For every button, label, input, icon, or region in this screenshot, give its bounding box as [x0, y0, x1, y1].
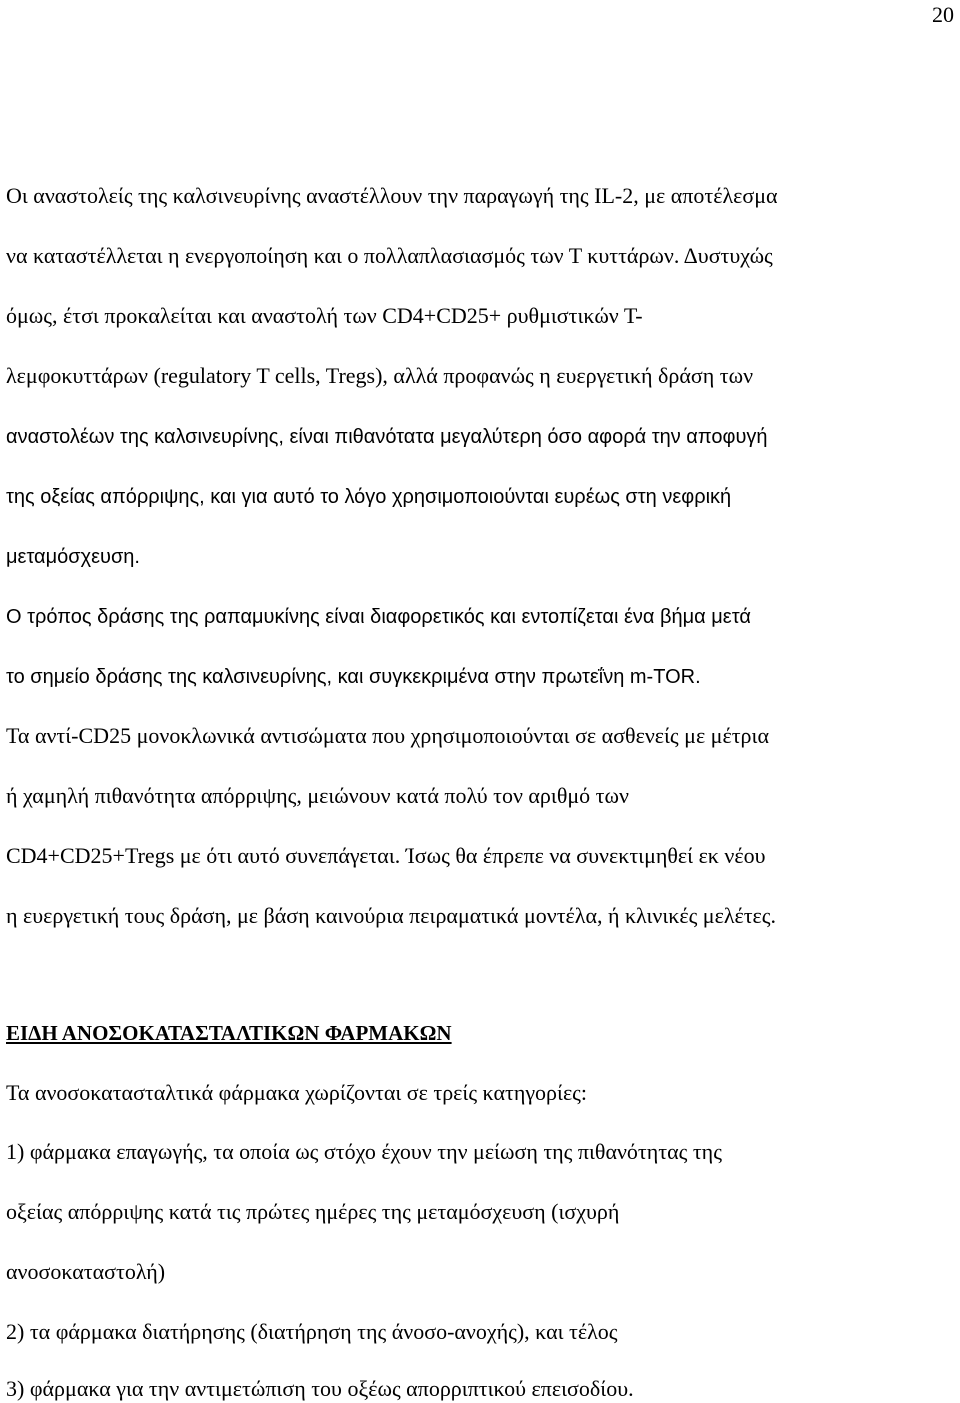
text-line: Τα αντί-CD25 μονοκλωνικά αντισώματα που χρησιμοποιούνται σε ασθενείς με μέτρια [6, 723, 769, 748]
text-line: να καταστέλλεται η ενεργοποίηση και ο πολλαπλασιασμός των Τ κυττάρων. Δυστυχώς [6, 243, 773, 268]
text-line: της οξείας απόρριψης, και για αυτό το λόγο χρησιμοποιούνται ευρέως στη νεφρική [6, 486, 732, 508]
text-line: Οι αναστολείς της καλσινευρίνης αναστέλλουν την παραγωγή της IL-2, με αποτέλεσμα [6, 183, 778, 208]
text-line: ή χαμηλή πιθανότητα απόρριψης, μειώνουν κατά πολύ τον αριθμό των [6, 783, 629, 808]
text-line: το σημείο δράσης της καλσινευρίνης, και συγκεκριμένα στην πρωτεΐνη m-TOR. [6, 666, 701, 688]
list-item: 2) τα φάρμακα διατήρησης (διατήρηση της άνοσο-ανοχής), και τέλος [6, 1319, 618, 1344]
list-item: 3) φάρμακα για την αντιμετώπιση του οξέως απορριπτικού επεισοδίου. [6, 1376, 634, 1401]
section-heading: ΕΙΔΗ ΑΝΟΣΟΚΑΤΑΣΤΑΛΤΙΚΩΝ ΦΑΡΜΑΚΩΝ [6, 1021, 452, 1045]
text-line: λεμφοκυττάρων (regulatory T cells, Tregs), αλλά προφανώς η ευεργετική δράση των [6, 363, 754, 388]
text-line: οξείας απόρριψης κατά τις πρώτες ημέρες της μεταμόσχευση (ισχυρή [6, 1199, 620, 1224]
text-line: όμως, έτσι προκαλείται και αναστολή των CD4+CD25+ ρυθμιστικών Τ- [6, 303, 643, 328]
text-line: ανοσοκαταστολή) [6, 1259, 166, 1284]
text-line: η ευεργετική τους δράση, με βάση καινούρια πειραματικά μοντέλα, ή κλινικές μελέτες. [6, 903, 777, 928]
text-line: Τα ανοσοκατασταλτικά φάρμακα χωρίζονται σε τρείς κατηγορίες: [6, 1080, 588, 1105]
text-line: αναστολέων της καλσινευρίνης, είναι πιθανότατα μεγαλύτερη όσο αφορά την αποφυγή [6, 426, 768, 448]
text-line: Ο τρόπος δράσης της ραπαμυκίνης είναι διαφορετικός και εντοπίζεται ένα βήμα μετά [6, 606, 751, 628]
list-item: 1) φάρμακα επαγωγής, τα οποία ως στόχο έχουν την μείωση της πιθανότητας της [6, 1139, 722, 1164]
page-number: 20 [932, 2, 954, 27]
text-line: μεταμόσχευση. [6, 546, 140, 568]
text-line: CD4+CD25+Tregs με ότι αυτό συνεπάγεται. Ίσως θα έπρεπε να συνεκτιμηθεί εκ νέου [6, 843, 766, 868]
